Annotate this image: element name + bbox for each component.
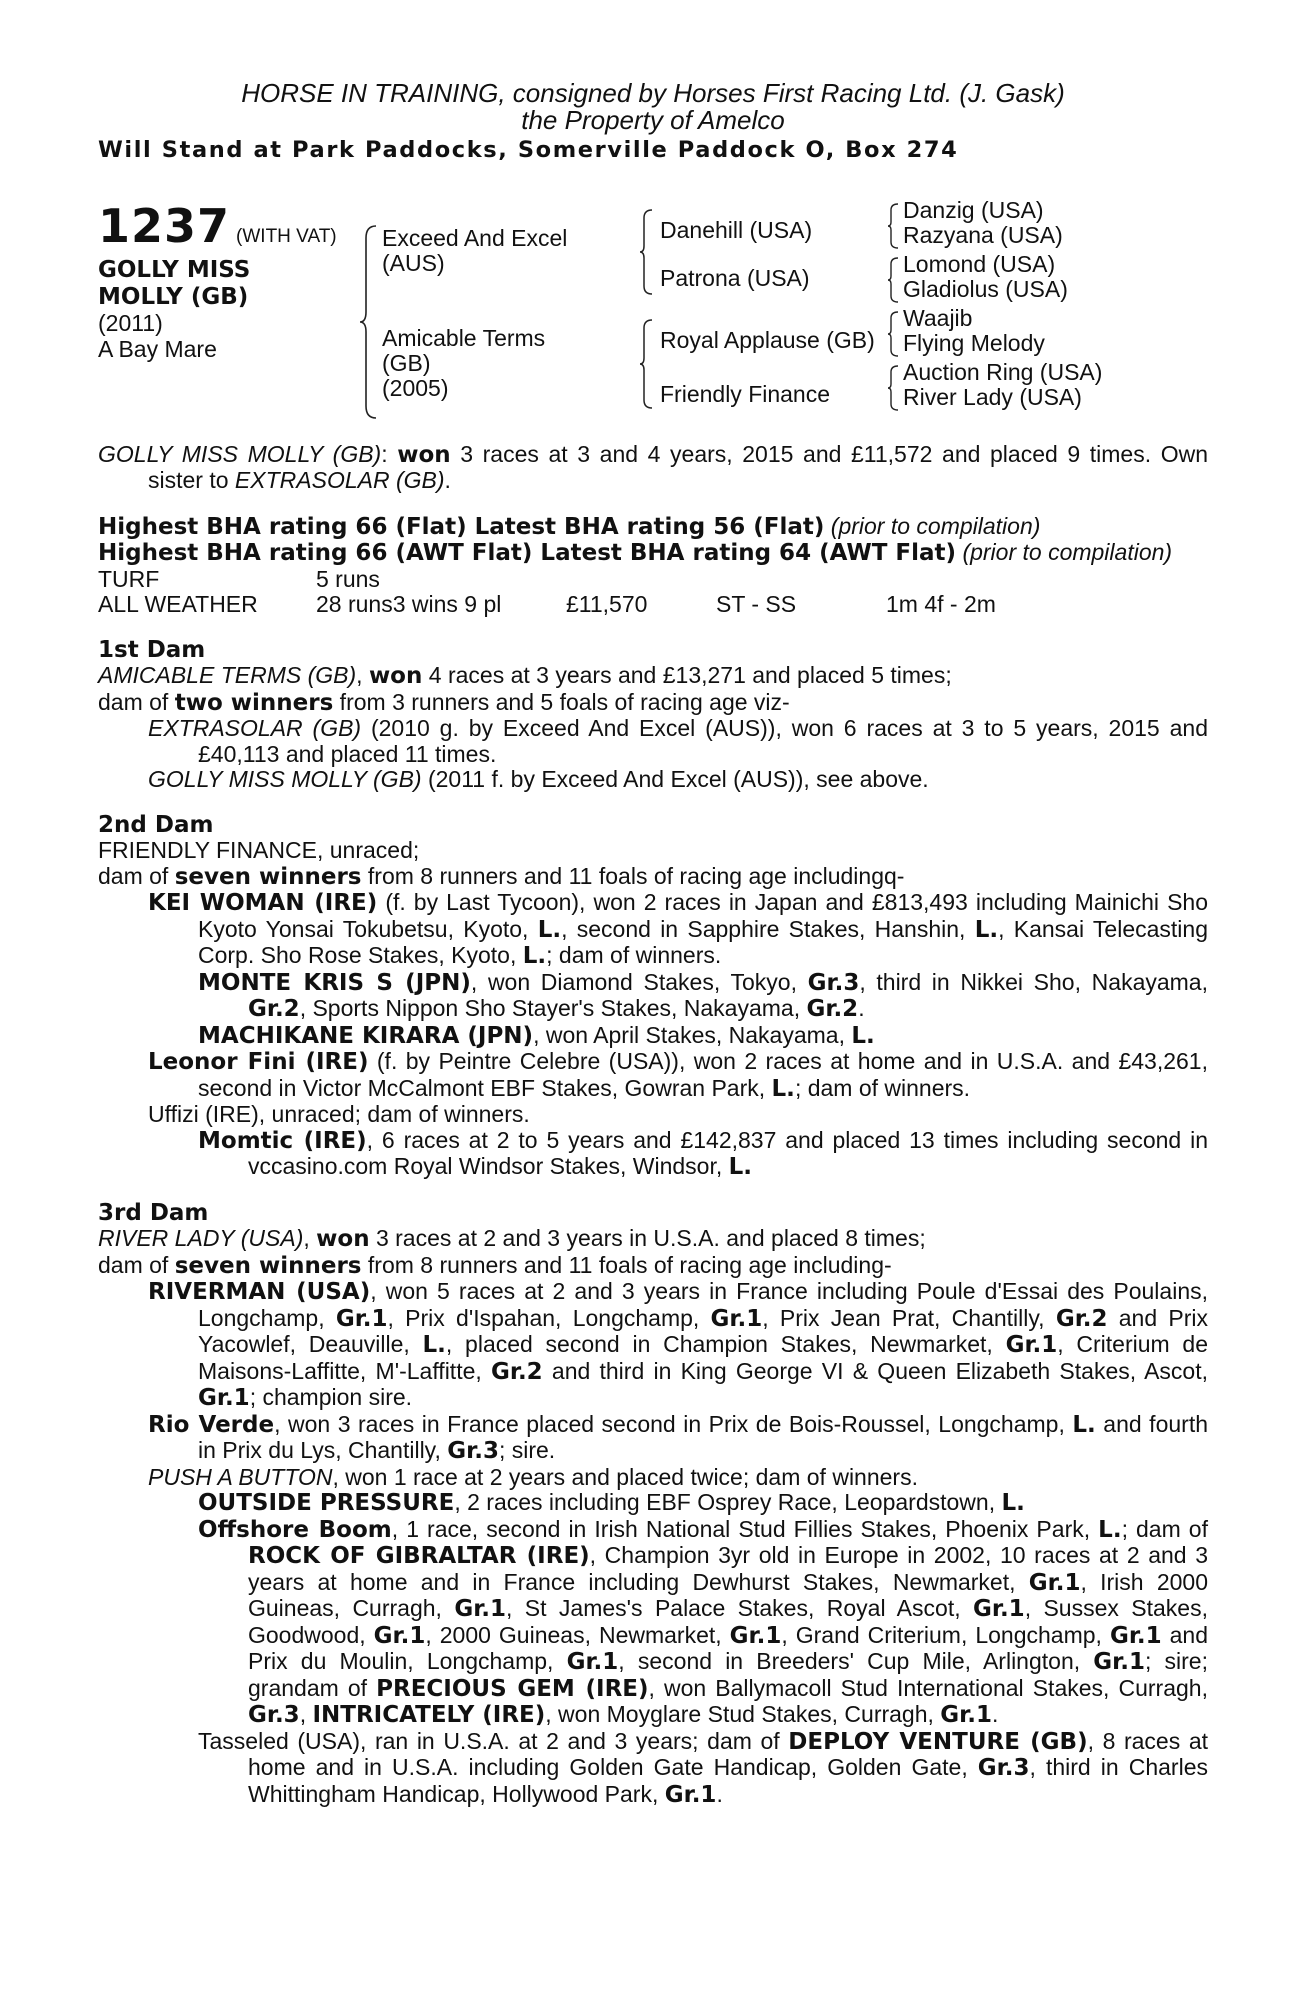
off-d: ROCK OF GIBRALTAR (IRE) (248, 1543, 590, 1569)
off-h: Gr.1 (454, 1596, 507, 1622)
river-j: Gr.1 (1005, 1332, 1058, 1358)
first-dam-produce-line (98, 690, 1208, 717)
kei-a: (f. by Last Tycoon), won 2 races in Japan and £813,493 including Mainichi Sho Kyoto Yonsai Tokubetsu, Kyoto, (198, 889, 1209, 942)
machikane-name: MACHIKANE KIRARA (JPN) (198, 1022, 534, 1049)
off-e: , Champion 3yr old in Europe in 2002, 10 races at 2 and 3 years at home and in France including Dewhurst Stakes, Newmarket, (248, 1542, 1208, 1595)
uffizi-entry: Uffizi (IRE), unraced; dam of winners. (148, 1101, 530, 1127)
off-o: , Grand Criterium, Longchamp, (781, 1621, 1110, 1648)
second-dam-heading: 2nd Dam (98, 811, 214, 838)
off-q: and Prix du Moulin, Longchamp, (248, 1621, 1209, 1674)
summary-sister: EXTRASOLAR (GB) (234, 467, 445, 493)
rating-awt-note: (prior to compilation) (962, 539, 1173, 565)
first-dam-comma: , (356, 662, 369, 688)
third-dam-name: RIVER LADY (USA) (98, 1225, 304, 1251)
summary-horse-name: GOLLY MISS MOLLY (GB) (98, 440, 382, 467)
pedigree-brace-dd (886, 364, 900, 412)
monte-kris-name: MONTE KRIS S (JPN) (198, 969, 471, 996)
sire-name: Exceed And Excel (382, 224, 568, 251)
aw-distance: 1m 4f - 2m (886, 591, 996, 617)
leonor-name: Leonor Fini (IRE) (148, 1049, 369, 1075)
dd-dam: River Lady (USA) (903, 383, 1082, 410)
rio-c: and fourth in Prix du Lys, Chantilly, (198, 1410, 1208, 1463)
river-c: , Prix d'Ispahan, Longchamp, (387, 1304, 711, 1331)
river-d: Gr.1 (710, 1305, 763, 1332)
monte-a: , won Diamond Stakes, Tokyo, (470, 968, 808, 995)
third-dam-produce-a: dam of (98, 1251, 175, 1278)
off-x: Gr.3 (248, 1702, 300, 1728)
river-n: Gr.1 (198, 1385, 250, 1411)
first-dam-record: 4 races at 3 years and £13,271 and placed 5 times; (422, 662, 952, 688)
river-f: Gr.2 (1055, 1305, 1108, 1332)
rio-b: L. (1072, 1411, 1096, 1438)
mach-b: L. (851, 1022, 875, 1049)
offshore-boom-entry (98, 1517, 1208, 1729)
ds-sire: Waajib (903, 304, 973, 331)
pedigree-brace-sd (886, 256, 900, 304)
rio-d: Gr.3 (447, 1438, 499, 1464)
tas-f: Gr.1 (664, 1781, 717, 1808)
pedigree-block (98, 196, 1208, 428)
leon-a: (f. by Peintre Celebre (USA)), won 2 races at home and in U.S.A. and £43,261, second in Victor McCalmont EBF Stakes, Gowran Park, (198, 1048, 1208, 1101)
third-dam-produce-c: from 8 runners and 11 foals of racing age including- (361, 1251, 892, 1278)
tas-b: DEPLOY VENTURE (GB) (788, 1728, 1088, 1755)
pedigree-brace-ds (886, 310, 900, 358)
consignor-line: HORSE IN TRAINING, consigned by Horses First Racing Ltd. (J. Gask) (241, 78, 1065, 108)
first-dam-produce-a: dam of (98, 688, 175, 715)
rio-verde-entry (98, 1412, 1208, 1465)
third-dam-line (98, 1226, 1208, 1253)
pedigree-brace-gen1 (358, 224, 378, 420)
kei-woman-name: KEI WOMAN (IRE) (148, 890, 378, 916)
pedigree-brace-ss (886, 202, 900, 250)
lot-number: 1237 (98, 198, 231, 253)
dam-origin: (GB) (382, 349, 431, 376)
sd-dam: Gladiolus (USA) (903, 275, 1068, 302)
leon-b: L. (771, 1075, 795, 1102)
monte-d: Gr.2 (248, 996, 300, 1022)
momtic-b: L. (728, 1154, 753, 1180)
tas-a: Tasseled (USA), ran in U.S.A. at 2 and 3 years; dam of (198, 1727, 789, 1754)
summary-won: won (397, 441, 451, 468)
third-dam-comma: , (303, 1225, 317, 1251)
off-z: INTRICATELY (IRE) (312, 1702, 546, 1728)
off-a: , 1 race, second in Irish National Stud Fillies Stakes, Phoenix Park, (391, 1515, 1099, 1542)
river-e: , Prix Jean Prat, Chantilly, (762, 1304, 1056, 1331)
ss-sire: Danzig (USA) (903, 196, 1044, 223)
third-dam-heading: 3rd Dam (98, 1199, 209, 1226)
property-line: the Property of Amelco (521, 105, 785, 135)
first-dam-winners: two winners (174, 689, 334, 716)
river-o: ; champion sire. (249, 1384, 413, 1410)
first-dam-name: AMICABLE TERMS (GB) (98, 662, 357, 688)
outside-pressure-name: OUTSIDE PRESSURE (198, 1490, 455, 1516)
off-aa: , won Moyglare Stud Stakes, Curragh, (545, 1701, 941, 1727)
off-c: ; dam of (1121, 1515, 1208, 1542)
kei-b: L. (537, 916, 562, 943)
push-name: PUSH A BUTTON (148, 1463, 333, 1490)
foaling-year: (2011) (98, 310, 163, 336)
out-a: , 2 races including EBF Osprey Race, Leopardstown, (454, 1489, 1002, 1515)
produce-extrasolar (98, 716, 1208, 767)
off-ac: . (991, 1701, 999, 1727)
kei-f: L. (522, 943, 547, 969)
sire-dam: Patrona (USA) (660, 264, 810, 291)
kei-woman-entry (98, 890, 1208, 970)
off-p: Gr.1 (1109, 1622, 1162, 1649)
tasseled-entry (98, 1729, 1208, 1809)
rating-line-flat (98, 514, 1208, 541)
tas-c: , 8 races at home and in U.S.A. including Golden Gate Handicap, Golden Gate, (248, 1727, 1208, 1780)
produce-extrasolar-name: EXTRASOLAR (GB) (148, 715, 362, 741)
machikane-entry (98, 1023, 1208, 1050)
off-l: Gr.1 (373, 1622, 426, 1649)
off-w: , won Ballymacoll Stud International Stakes, Curragh, (648, 1674, 1208, 1701)
third-dam-winners: seven winners (174, 1252, 362, 1279)
pedigree-brace-sire (638, 208, 654, 296)
momtic-a: , 6 races at 2 to 5 years and £142,837 and placed 13 times including second in vccasino.com Royal Windsor Stakes, Windsor, (248, 1126, 1208, 1179)
out-b: L. (1001, 1490, 1025, 1516)
off-n: Gr.1 (729, 1622, 782, 1649)
stand-line: Will Stand at Park Paddocks, Somerville Paddock O, Box 274 (98, 137, 959, 163)
race-summary (98, 442, 1208, 494)
horse-name-line1: GOLLY MISS (98, 257, 251, 283)
horse-name-line2: MOLLY (GB) (98, 284, 249, 310)
vat-note: (WITH VAT) (236, 225, 337, 247)
off-v: PRECIOUS GEM (IRE) (376, 1675, 649, 1702)
off-y: , (299, 1701, 313, 1727)
off-g: , Irish 2000 Guineas, Curragh, (248, 1568, 1209, 1621)
outside-pressure-entry (98, 1490, 1208, 1517)
off-ab: Gr.1 (940, 1702, 992, 1728)
third-dam-won: won (316, 1226, 370, 1252)
kei-d: L. (974, 916, 999, 943)
river-g: and Prix Yacowlef, Deauville, (198, 1304, 1208, 1357)
off-j: Gr.1 (973, 1596, 1025, 1622)
rating-awt-text: Highest BHA rating 66 (AWT Flat) Latest BHA rating 64 (AWT Flat) (98, 540, 957, 566)
first-dam-heading: 1st Dam (98, 636, 206, 663)
lot-info (98, 198, 337, 363)
off-s: , second in Breeders' Cup Mile, Arlington, (618, 1648, 1094, 1674)
river-h: L. (422, 1332, 446, 1358)
off-u: ; sire; grandam of (248, 1648, 1208, 1701)
kei-e: , Kansai Telecasting Corp. Sho Rose Stakes, Kyoto, (198, 915, 1209, 968)
third-dam-produce-line (98, 1253, 1208, 1280)
monte-b: Gr.3 (807, 969, 860, 996)
tas-e: , third in Charles Whittingham Handicap, Hollywood Park, (248, 1754, 1208, 1807)
push-a: , won 1 race at 2 years and placed twice; dam of winners. (332, 1463, 918, 1490)
off-t: Gr.1 (1093, 1649, 1145, 1675)
turf-label: TURF (98, 565, 160, 592)
momtic-name: Momtic (IRE) (198, 1127, 367, 1154)
river-b: Gr.1 (335, 1305, 388, 1332)
first-dam-produce-c: from 3 runners and 5 foals of racing age viz- (333, 688, 790, 715)
offshore-boom-name: Offshore Boom (198, 1516, 392, 1543)
pedigree-brace-dam (638, 318, 654, 410)
produce-golly-record: (2011 f. by Exceed And Excel (AUS)), see above. (421, 766, 929, 792)
produce-extrasolar-record: (2010 g. by Exceed And Excel (AUS)), won 6 races at 3 to 5 years, 2015 and £40,113 and placed 11 times. (198, 715, 1208, 767)
monte-e: , Sports Nippon Sho Stayer's Stakes, Nakayama, (299, 995, 807, 1021)
third-dam-record: 3 races at 2 and 3 years in U.S.A. and placed 8 times; (369, 1225, 926, 1251)
monte-c: , third in Nikkei Sho, Nakayama, (859, 968, 1208, 995)
aw-label: ALL WEATHER (98, 591, 258, 617)
dam-name: Amicable Terms (382, 324, 546, 351)
rating-flat-note: (prior to compilation) (830, 512, 1041, 539)
monte-g: . (858, 995, 865, 1021)
first-dam-line (98, 663, 1208, 690)
race-record-table (98, 567, 1208, 618)
summary-colon: : (381, 440, 388, 467)
sd-sire: Lomond (USA) (903, 250, 1056, 277)
aw-money: £11,570 (566, 591, 648, 617)
horse-description: A Bay Mare (98, 335, 217, 362)
river-k: , Criterium de Maisons-Laffitte, M'-Laffitte, (198, 1331, 1208, 1384)
tas-g: . (716, 1780, 723, 1807)
second-dam-produce-line (98, 864, 1208, 891)
off-k: , Sussex Stakes, Goodwood, (248, 1595, 1208, 1648)
leon-c: ; dam of winners. (794, 1074, 971, 1101)
rio-verde-name: Rio Verde (148, 1411, 275, 1438)
catalogue-page (98, 80, 1208, 1808)
sire-sire: Danehill (USA) (660, 216, 813, 243)
rio-a: , won 3 races in France placed second in Prix de Bois-Roussel, Longchamp, (274, 1410, 1073, 1437)
aw-going: ST - SS (716, 591, 797, 617)
off-i: , St James's Palace Stakes, Royal Ascot, (506, 1595, 973, 1621)
summary-text: 3 races at 3 and 4 years, 2015 and £11,572 and placed 9 times. Own sister to (148, 440, 1209, 493)
ss-dam: Razyana (USA) (903, 221, 1063, 248)
river-m: and third in King George VI & Queen Elizabeth Stakes, Ascot, (542, 1357, 1208, 1384)
dam-year: (2005) (382, 374, 449, 401)
second-dam-produce-c: from 8 runners and 11 foals of racing age includingq- (361, 862, 905, 889)
sire-origin: (AUS) (382, 249, 445, 276)
off-b: L. (1098, 1516, 1122, 1543)
rating-flat-text: Highest BHA rating 66 (Flat) Latest BHA rating 56 (Flat) (98, 513, 825, 540)
rio-e: ; sire. (498, 1437, 556, 1463)
produce-golly (98, 767, 1208, 793)
tas-d: Gr.3 (977, 1755, 1030, 1781)
second-dam-winners: seven winners (174, 863, 362, 890)
monte-kris-entry (98, 970, 1208, 1023)
dam-dam: Friendly Finance (660, 380, 831, 407)
mach-a: , won April Stakes, Nakayama, (533, 1021, 852, 1048)
river-i: , placed second in Champion Stakes, Newmarket, (445, 1331, 1006, 1357)
riverman-name: RIVERMAN (USA) (148, 1279, 371, 1305)
summary-end: . (444, 467, 451, 493)
ds-dam: Flying Melody (903, 329, 1045, 356)
off-m: , 2000 Guineas, Newmarket, (425, 1621, 730, 1648)
dd-sire: Auction Ring (USA) (903, 358, 1103, 385)
kei-g: ; dam of winners. (546, 942, 722, 968)
turf-runs: 5 runs (316, 565, 380, 592)
second-dam-line: FRIENDLY FINANCE, unraced; (98, 837, 420, 863)
off-r: Gr.1 (566, 1649, 619, 1675)
monte-f: Gr.2 (806, 996, 859, 1022)
river-l: Gr.2 (491, 1358, 543, 1385)
produce-golly-name: GOLLY MISS MOLLY (GB) (148, 766, 422, 792)
momtic-entry (98, 1128, 1208, 1181)
second-dam-produce-a: dam of (98, 862, 175, 889)
off-f: Gr.1 (1028, 1569, 1081, 1596)
dam-sire: Royal Applause (GB) (660, 326, 875, 353)
rating-line-awt (98, 540, 1208, 567)
aw-runs: 28 runs3 wins 9 pl (316, 591, 502, 617)
river-a: , won 5 races at 2 and 3 years in France including Poule d'Essai des Poulains, Longchamp, (198, 1278, 1208, 1331)
leonor-entry (98, 1049, 1208, 1102)
kei-c: , second in Sapphire Stakes, Hanshin, (561, 915, 975, 942)
riverman-entry (98, 1279, 1208, 1412)
first-dam-won: won (368, 663, 423, 689)
push-a-button-entry (98, 1465, 1208, 1491)
